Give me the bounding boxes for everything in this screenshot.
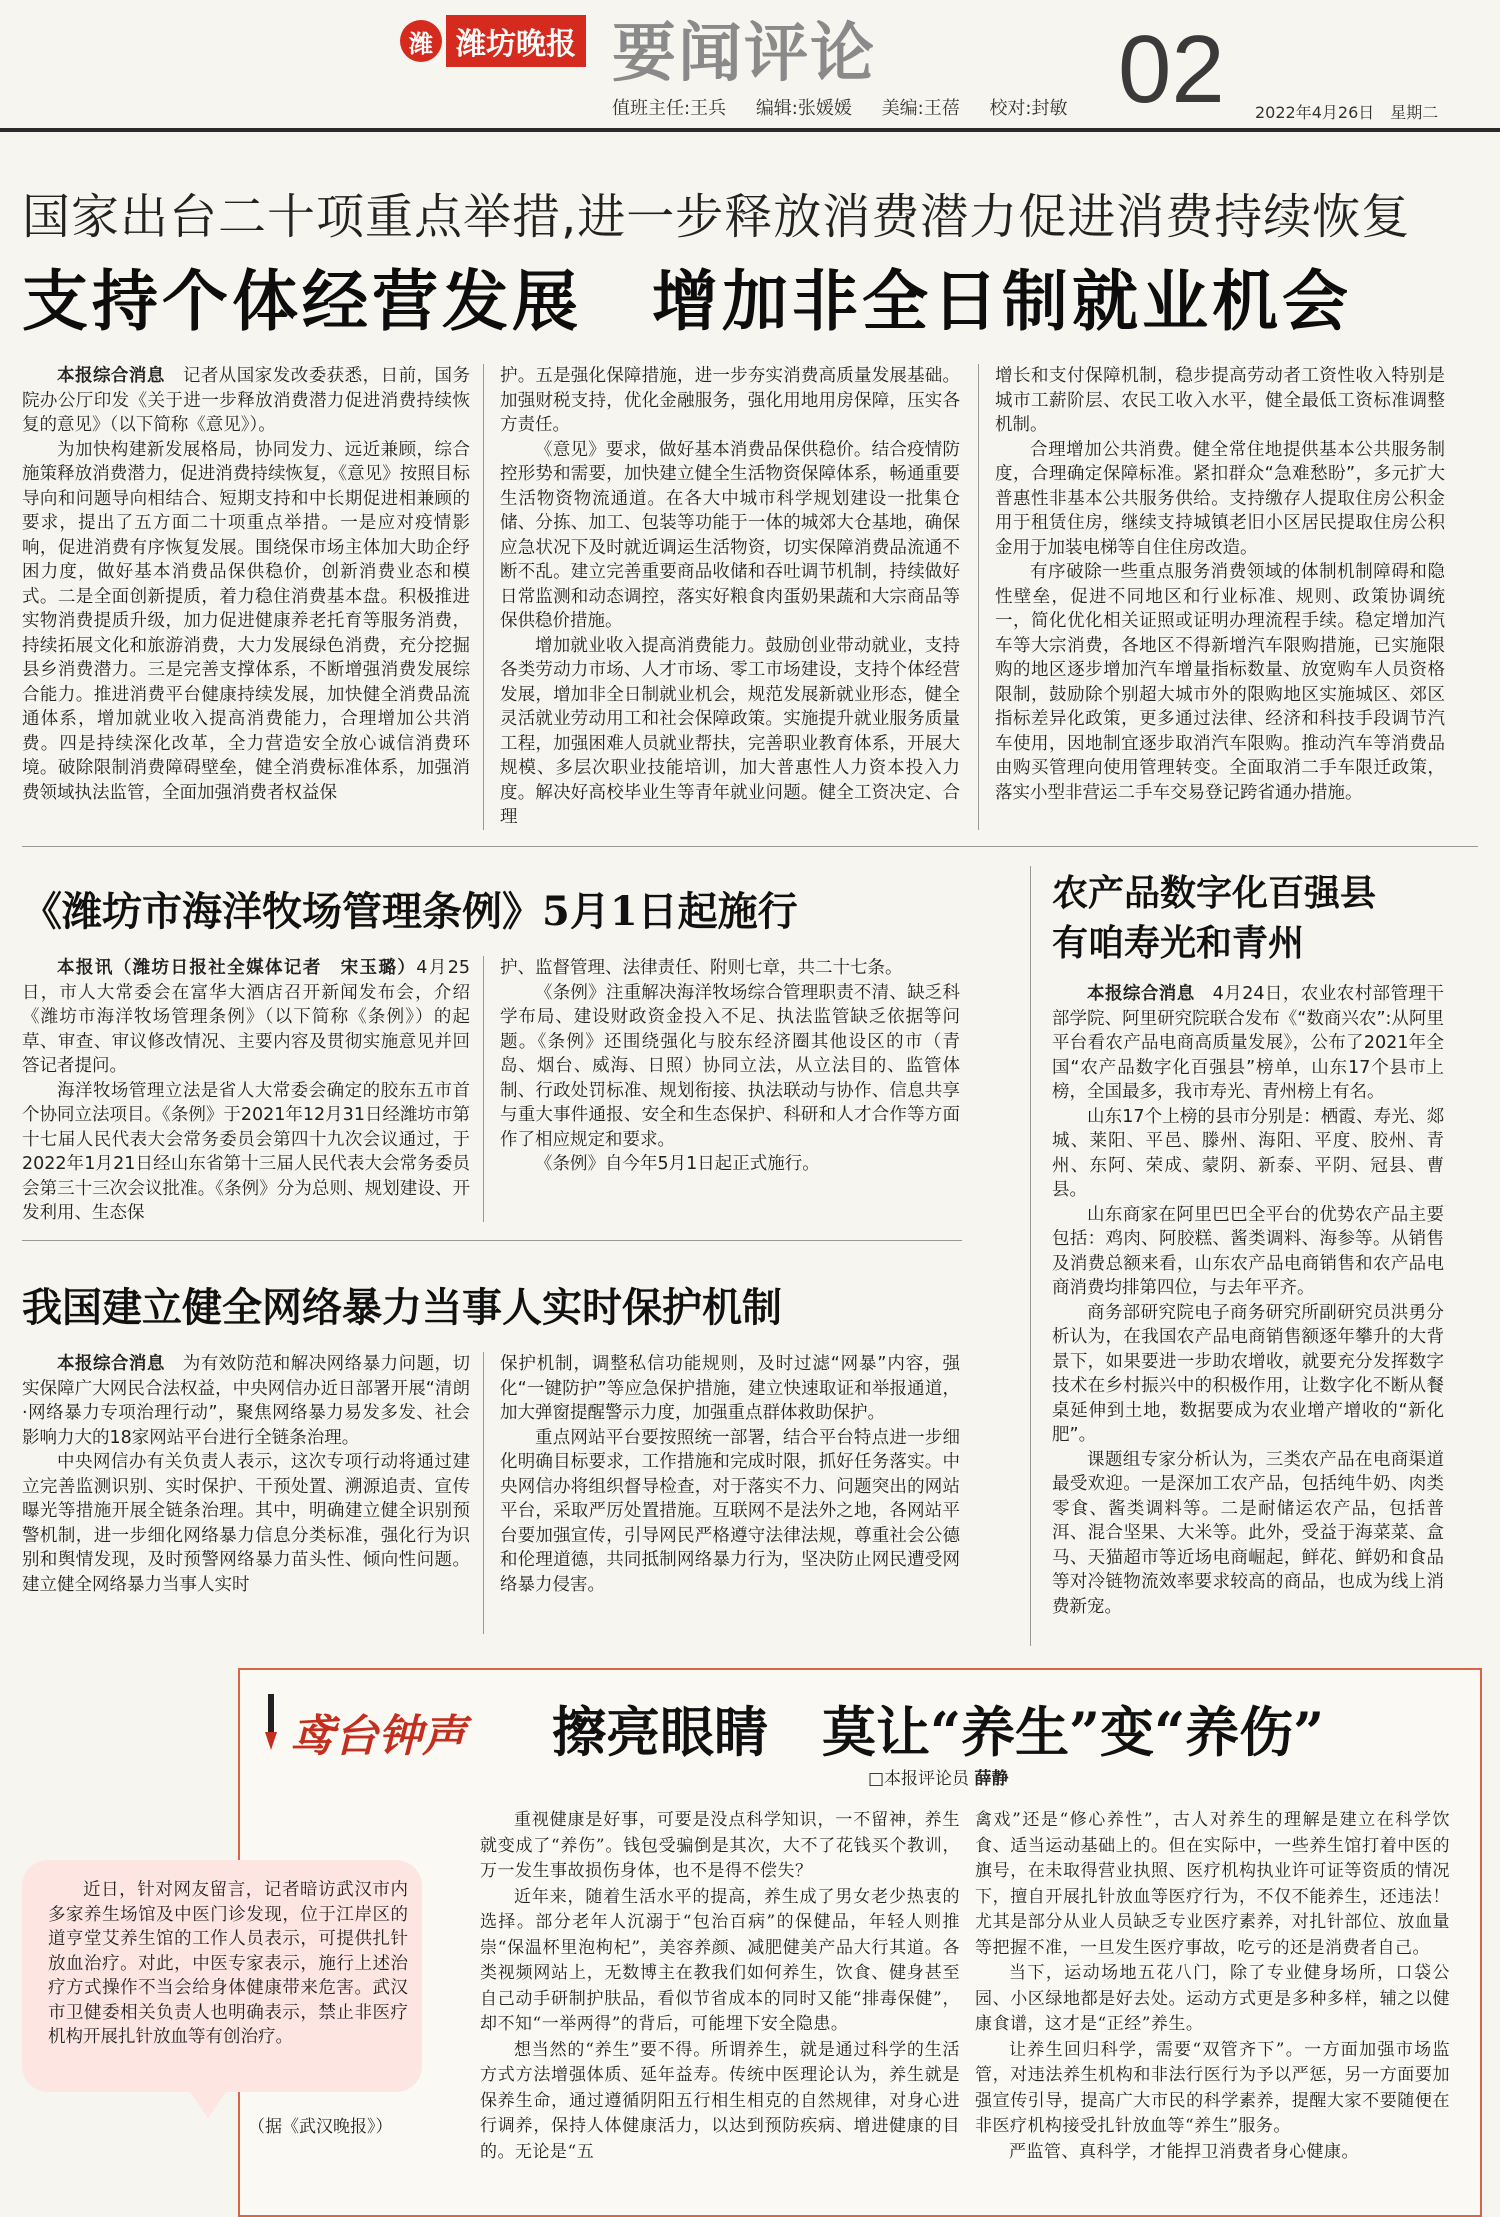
masthead-logo bbox=[400, 8, 586, 74]
agri-headline-line1: 农产品数字化百强县 bbox=[1052, 872, 1377, 914]
agri-headline-line2: 有咱寿光和青州 bbox=[1052, 922, 1305, 964]
lead-p8: 有序破除一些重点服务消费领域的体制机制障碍和隐性壁垒，促进不同地区和行业标准、规则、政策协调统一，简化优化相关证照或证明办理流程手续。稳定增加汽车等大宗消费，各地区不得新增汽车限购措施，已实施限购的地区逐步增加汽车增量指标数量、放宽购车人员资格限制，鼓励除个别超大城市外的限购地区实施城区、郊区指标差异化政策，更多通过法律、经济和科技手段调节汽车使用，因地制宜逐步取消汽车限购。推动汽车等消费品由购买管理向使用管理转变。全面取消二手车限迁政策，落实小型非营运二手车交易登记跨省通办措施。 bbox=[995, 562, 1445, 803]
agri-headline bbox=[1052, 868, 1482, 968]
commentary-col-2 bbox=[975, 1808, 1450, 2208]
lead-p5: 增加就业收入提高消费能力。鼓励创业带动就业，支持各类劳动力市场、人才市场、零工市场建设，支持个体经营发展，增加非全日制就业机会，规范发展新就业形态，健全灵活就业劳动用工和社会保障政策。实施提升就业服务质量工程，加强困难人员就业帮扶，完善职业教育体系，开展大规模、多层次职业技能培训，加大普惠性人力资本投入力度。解决好高校毕业生等青年就业问题。健全工资决定、合理 bbox=[500, 635, 960, 827]
col-divider bbox=[483, 956, 484, 1222]
credit-designer: 美编:王蓓 bbox=[881, 98, 960, 119]
lead-kicker: 国家出台二十项重点举措,进一步释放消费潜力促进消费持续恢复 bbox=[22, 189, 1411, 245]
lead-p1: 记者从国家发改委获悉，日前，国务院办公厅印发《关于进一步释放消费潜力促进消费持续恢复的意见》（以下简称《意见》）。 bbox=[22, 366, 470, 435]
col-divider bbox=[1030, 866, 1031, 1646]
agri-body bbox=[1052, 982, 1444, 1647]
section-divider bbox=[22, 1240, 962, 1241]
section-title: 要闻评论 bbox=[612, 17, 876, 91]
cyber-p1: 为有效防范和解决网络暴力问题，切实保障广大网民合法权益，中央网信办近日部署开展“清朗·网络暴力专项治理行动”，聚焦网络暴力易发多发、社会影响力大的18家网站平台进行全链条治理。 bbox=[22, 1354, 470, 1448]
cyber-p4: 重点网站平台要按照统一部署，结合平台特点进一步细化明确目标要求，工作措施和完成时限，抓好任务落实。中央网信办将组织督导检查，对于落实不力、问题突出的网站平台，采取严厉处置措施。互联网不是法外之地，各网站平台要加强宣传，引导网民严格遵守法律法规，尊重社会公德和伦理道德，共同抵制网络暴力行为，坚决防止网民遭受网络暴力侵害。 bbox=[500, 1427, 960, 1595]
agri-tag: 本报综合消息 bbox=[1087, 984, 1195, 1004]
agri-p2: 山东17个上榜的县市分别是：栖霞、寿光、郯城、莱阳、平邑、滕州、海阳、平度、胶州、青州、东阿、荣成、蒙阴、新泰、平阴、冠县、曹县。 bbox=[1052, 1106, 1444, 1200]
agri-p1: 4月24日，农业农村部管理干部学院、阿里研究院联合发布《“数商兴农”:从阿里平台看农产品电商高质量发展》，公布了2021年全国“农产品数字化百强县”榜单，山东17个县市上榜，全国最多，我市寿光、青州榜上有名。 bbox=[1052, 984, 1444, 1102]
cyber-p3: 保护机制，调整私信功能规则，及时过滤“网暴”内容，强化“一键防护”等应急保护措施，建立快速取证和举报通道，加大弹窗提醒警示力度，加强重点群体救助保护。 bbox=[500, 1354, 960, 1423]
byline-name: 薛静 bbox=[974, 1769, 1009, 1789]
sidebar-paragraph: 近日，针对网友留言，记者暗访武汉市内多家养生场馆及中医门诊发现，位于江岸区的道亨堂艾养生馆的工作人员表示，可提供扎针放血治疗。对此，中医专家表示，施行上述治疗方式操作不当会给身体健康带来危害。武汉市卫健委相关负责人也明确表示，禁止非医疗机构开展扎针放血等有创治疗。 bbox=[48, 1880, 408, 2047]
commentary-brand: 鸢台钟声 bbox=[290, 1711, 466, 1762]
credit-proofreader: 校对:封敏 bbox=[989, 98, 1068, 119]
lead-col-1 bbox=[22, 364, 470, 842]
lead-col-2 bbox=[500, 364, 960, 842]
col-divider bbox=[483, 1352, 484, 1634]
lead-p2: 为加快构建新发展格局，协同发力、远近兼顾，综合施策释放消费潜力，促进消费持续恢复，《意见》按照目标导向和问题导向相结合、短期支持和中长期促进相兼顾的要求，提出了五方面二十项重点举措。一是应对疫情影响，促进消费有序恢复发展。围绕保市场主体加大助企纾困力度，做好基本消费品保供稳价，创新消费业态和模式。二是全面创新提质，着力稳住消费基本盘。积极推进实物消费提质升级，加力促进健康养老托育等服务消费，持续拓展文化和旅游消费，大力发展绿色消费，充分挖掘县乡消费潜力。三是完善支撑体系，不断增强消费发展综合能力。推进消费平台健康持续发展，加快健全消费品流通体系，增加就业收入提高消费能力，合理增加公共消费。四是持续深化改革，全力营造安全放心诚信消费环境。破除限制消费障碍壁垒，健全消费标准体系，加强消费领域执法监管，全面加强消费者权益保 bbox=[22, 439, 470, 803]
commentary-p5: 当下，运动场地五花八门，除了专业健身场所，口袋公园、小区绿地都是好去处。运动方式更是多种多样，辅之以健康食谱，这才是“正经”养生。 bbox=[975, 1963, 1450, 2034]
sidebar-text bbox=[48, 1878, 408, 2050]
lead-tag: 本报综合消息 bbox=[57, 366, 165, 386]
commentary-byline bbox=[868, 1764, 1008, 1789]
ocean-p3: 护、监督管理、法律责任、附则七章，共二十七条。 bbox=[500, 958, 903, 978]
brush-icon bbox=[255, 1692, 287, 1752]
cyber-tag: 本报综合消息 bbox=[57, 1354, 165, 1374]
byline-prefix: □本报评论员 bbox=[868, 1769, 970, 1789]
agri-p3: 山东商家在阿里巴巴全平台的优势农产品主要包括：鸡肉、阿胶糕、酱类调料、海参等。从销售及消费总额来看，山东农产品电商销售和农产品电商消费均排第四位，与去年平齐。 bbox=[1052, 1204, 1444, 1298]
lead-p3: 护。五是强化保障措施，进一步夯实消费高质量发展基础。加强财税支持，优化金融服务，强化用地用房保障，压实各方责任。 bbox=[500, 366, 960, 435]
agri-p5: 课题组专家分析认为，三类农产品在电商渠道最受欢迎。一是深加工农产品，包括纯牛奶、肉类零食、酱类调料等。二是耐储运农产品，包括普洱、混合坚果、大米等。此外，受益于海菜菜、盒马、天猫超市等近场电商崛起，鲜花、鲜奶和食品等对冷链物流效率要求较高的商品，也成为线上消费新宠。 bbox=[1052, 1449, 1444, 1617]
lead-col-3 bbox=[995, 364, 1445, 842]
commentary-p2: 近年来，随着生活水平的提高，养生成了男女老少热衷的选择。部分老年人沉溺于“包治百病”的保健品，年轻人则推崇“保温杯里泡枸杞”，美容养颜、减肥健美产品大行其道。各类视频网站上，无数博主在教我们如何养生，饮食、健身甚至自己动手研制护肤品，看似节省成本的同时又能“排毒保健”，却不知“一举两得”的背后，可能埋下安全隐患。 bbox=[480, 1886, 960, 2034]
ocean-col-2 bbox=[500, 956, 960, 1236]
cyber-p2: 中央网信办有关负责人表示，这次专项行动将通过建立完善监测识别、实时保护、干预处置、溯源追责、宣传曝光等措施开展全链条治理。其中，明确建立健全识别预警机制，进一步细化网络暴力信息分类标准，强化行为识别和舆情发现，及时预警网络暴力苗头性、倾向性问题。建立健全网络暴力当事人实时 bbox=[22, 1452, 470, 1595]
commentary-col-1 bbox=[480, 1808, 960, 2208]
section-divider bbox=[22, 846, 1478, 847]
logo-icon: 潍 bbox=[400, 20, 442, 62]
masthead-rule bbox=[0, 128, 1500, 132]
agri-p4: 商务部研究院电子商务研究所副研究员洪勇分析认为，在我国农产品电商销售额逐年攀升的大背景下，如果要进一步助农增收，就要充分发挥数字技术在乡村振兴中的积极作用，让数字化不断从餐桌延伸到土地，数据要成为农业增产增收的“新化肥”。 bbox=[1052, 1302, 1444, 1445]
issue-date: 2022年4月26日 星期二 bbox=[1255, 103, 1439, 122]
commentary-title: 擦亮眼睛 莫让“养生”变“养伤” bbox=[552, 1700, 1325, 1764]
lead-headline: 支持个体经营发展 增加非全日制就业机会 bbox=[22, 263, 1352, 340]
commentary-p7: 严监管、真科学，才能捍卫消费者身心健康。 bbox=[1009, 2141, 1359, 2162]
cyber-headline: 我国建立健全网络暴力当事人实时保护机制 bbox=[22, 1284, 782, 1331]
commentary-p3: 想当然的“养生”要不得。所谓养生，就是通过科学的生活方式方法增强体质、延年益寿。传统中医理论认为，养生就是保养生命，通过遵循阴阳五行相生相克的自然规律，对身心进行调养，保持人体健康活力，以达到预防疾病、增进健康的目的。无论是“五 bbox=[480, 2039, 960, 2162]
ocean-col-1 bbox=[22, 956, 470, 1236]
col-divider bbox=[483, 364, 484, 830]
commentary-p4: 禽戏”还是“修心养性”，古人对养生的理解是建立在科学饮食、适当运动基础上的。但在实际中，一些养生馆打着中医的旗号，在未取得营业执照、医疗机构执业许可证等资质的情况下，擅自开展扎针放血等医疗行为，不仅不能养生，还违法！尤其是部分从业人员缺乏专业医疗素养，对扎针部位、放血量等把握不准，一旦发生医疗事故，吃亏的还是消费者自己。 bbox=[975, 1810, 1450, 1958]
ocean-p2: 海洋牧场管理立法是省人大常委会确定的胶东五市首个协同立法项目。《条例》于2021年12月31日经潍坊市第十七届人民代表大会常务委员会第四十九次会议通过，于2022年1月21日经山东省第十三届人民代表大会常务委员会第三十三次会议批准。《条例》分为总则、规划建设、开发利用、生态保 bbox=[22, 1080, 470, 1223]
paper-name: 潍坊晚报 bbox=[446, 15, 586, 67]
ocean-p1: 4月25日，市人大常委会在富华大酒店召开新闻发布会，介绍《潍坊市海洋牧场管理条例》（以下简称《条例》）的起草、审查、审议修改情况、主要内容及贯彻实施意见并回答记者提问。 bbox=[22, 958, 470, 1076]
lead-p4: 《意见》要求，做好基本消费品保供稳价。结合疫情防控形势和需要，加快建立健全生活物资保障体系，畅通重要生活物资物流通道。在各大中城市科学规划建设一批集仓储、分拣、加工、包装等功能于一体的城郊大仓基地，确保应急状况下及时就近调运生活物资，切实保障消费品流通不断不乱。建立完善重要商品收储和吞吐调节机制，持续做好日常监测和动态调控，落实好粮食肉蛋奶果蔬和大宗商品等保供稳价措施。 bbox=[500, 439, 960, 631]
ocean-p4: 《条例》注重解决海洋牧场综合管理职责不清、缺乏科学布局、建设财政资金投入不足、执法监管缺乏依据等问题。《条例》还围绕强化与胶东经济圈其他设区的市（青岛、烟台、威海、日照）协同立法，从立法目的、监管体制、行政处罚标准、规划衔接、执法联动与协作、信息共享与重大事件通报、安全和生态保护、科研和人才合作等方面作了相应规定和要求。 bbox=[500, 982, 960, 1150]
commentary-p1: 重视健康是好事，可要是没点科学知识，一不留神，养生就变成了“养伤”。钱包受骗倒是其次，大不了花钱买个教训，万一发生事故损伤身体，也不是得不偿失？ bbox=[480, 1810, 960, 1881]
ocean-tag: 本报讯（潍坊日报社全媒体记者 宋玉璐） bbox=[57, 958, 417, 978]
lead-p7: 合理增加公共消费。健全常住地提供基本公共服务制度，合理确定保障标准。紧扣群众“急难愁盼”，多元扩大普惠性非基本公共服务供给。支持缴存人提取住房公积金用于租赁住房，继续支持城镇老旧小区居民提取住房公积金用于加装电梯等自住住房改造。 bbox=[995, 439, 1445, 558]
credit-editor: 编辑:张媛媛 bbox=[755, 98, 852, 119]
ocean-p5: 《条例》自今年5月1日起正式施行。 bbox=[535, 1154, 820, 1174]
ocean-headline: 《潍坊市海洋牧场管理条例》5月1日起施行 bbox=[22, 888, 798, 935]
commentary-p6: 让养生回归科学，需要“双管齐下”。一方面加强市场监管，对违法养生机构和非法行医行为予以严惩，另一方面要加强宣传引导，提高广大市民的科学素养，提醒大家不要随便在非医疗机构接受扎针放血等“养生”服务。 bbox=[975, 2039, 1450, 2136]
cyber-col-2 bbox=[500, 1352, 960, 1647]
cyber-col-1 bbox=[22, 1352, 470, 1647]
page-number: 02 bbox=[1118, 16, 1225, 123]
sidebar-source: （据《武汉晚报》） bbox=[248, 2117, 393, 2137]
col-divider bbox=[978, 364, 979, 830]
credit-duty: 值班主任:王兵 bbox=[612, 98, 727, 119]
credits bbox=[612, 94, 1092, 120]
bubble-tail bbox=[190, 2092, 226, 2118]
lead-p6: 增长和支付保障机制，稳步提高劳动者工资性收入特别是城市工薪阶层、农民工收入水平，健全最低工资标准调整机制。 bbox=[995, 366, 1445, 435]
